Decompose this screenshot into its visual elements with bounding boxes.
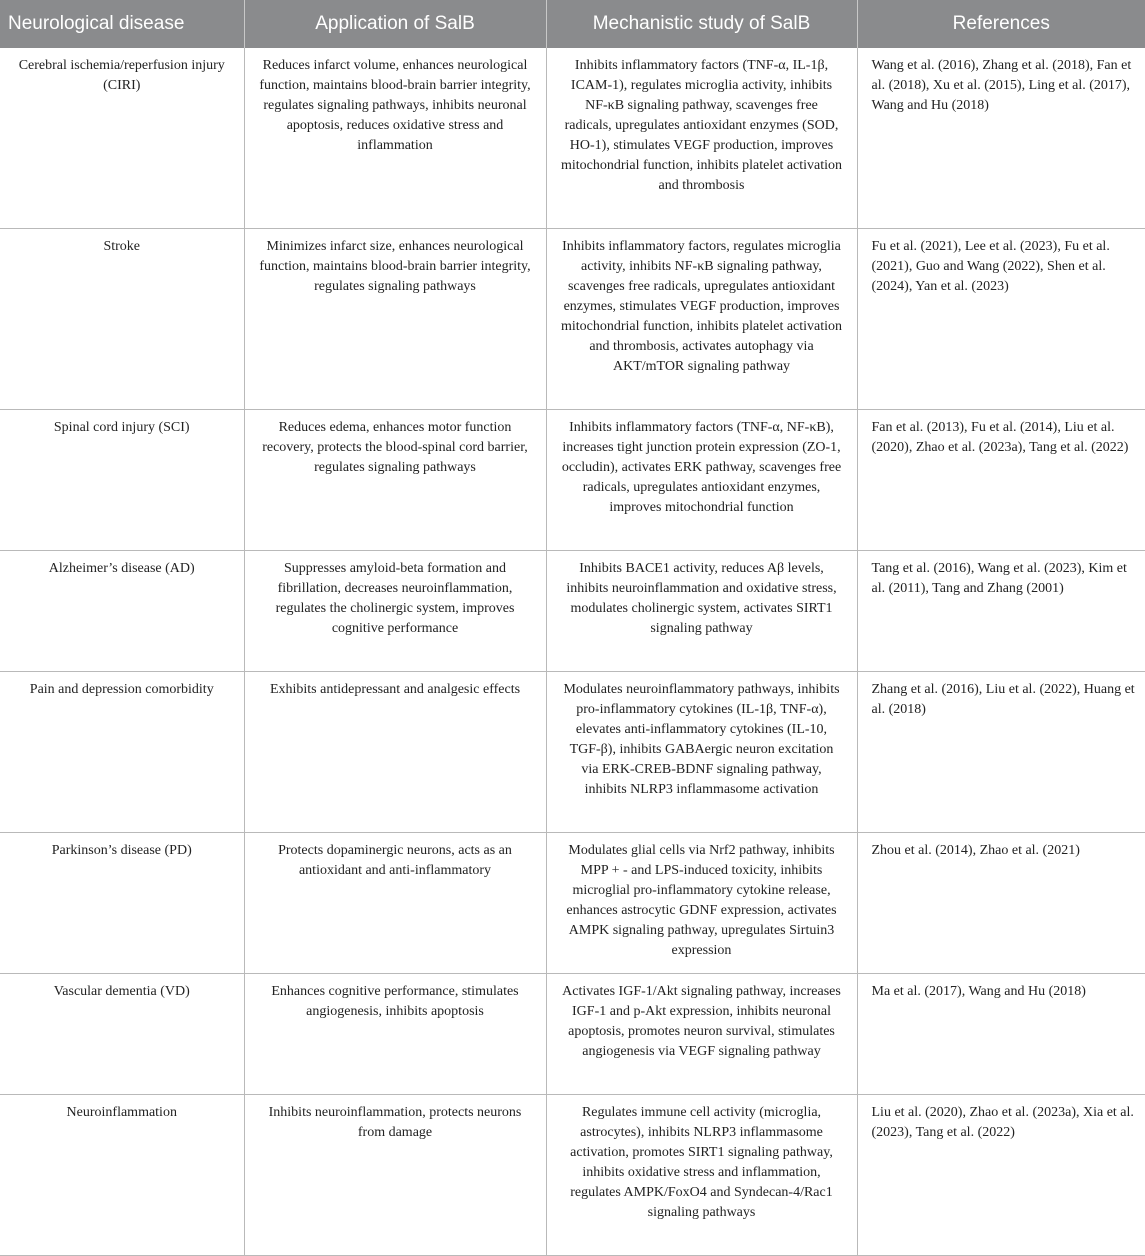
header-application: Application of SalB (244, 0, 546, 48)
application-cell: Suppresses amyloid-beta formation and fibrillation, decreases neuroinflammation, regulates the cholinergic system, improves cognitive performance (244, 551, 546, 672)
disease-cell: Parkinson’s disease (PD) (0, 833, 244, 974)
header-neurological-disease: Neurological disease (0, 0, 244, 48)
disease-cell: Neuroinflammation (0, 1095, 244, 1256)
disease-cell: Alzheimer’s disease (AD) (0, 551, 244, 672)
application-cell: Exhibits antidepressant and analgesic effects (244, 672, 546, 833)
mechanism-cell: Inhibits inflammatory factors, regulates microglia activity, inhibits NF-κB signaling pathway, scavenges free radicals, upregulates antioxidant enzymes, stimulates VEGF production, improves mitochondrial function, inhibits platelet activation and thrombosis, activates autophagy via AKT/mTOR signaling pathway (546, 229, 857, 410)
header-references: References (857, 0, 1145, 48)
references-cell: Zhou et al. (2014), Zhao et al. (2021) (857, 833, 1145, 974)
table-row (0, 229, 1145, 410)
mechanism-cell: Inhibits inflammatory factors (TNF-α, NF-κB), increases tight junction protein expression (ZO-1, occludin), activates ERK pathway, scavenges free radicals, upregulates antioxidant enzymes, improves mitochondrial function (546, 410, 857, 551)
mechanism-cell: Regulates immune cell activity (microglia, astrocytes), inhibits NLRP3 inflammasome activation, promotes SIRT1 signaling pathway, inhibits oxidative stress and inflammation, regulates AMPK/FoxO4 and Syndecan-4/Rac1 signaling pathways (546, 1095, 857, 1256)
application-cell: Minimizes infarct size, enhances neurological function, maintains blood-brain barrier integrity, regulates signaling pathways (244, 229, 546, 410)
disease-cell: Cerebral ischemia/reperfusion injury (CIRI) (0, 48, 244, 229)
application-cell: Enhances cognitive performance, stimulates angiogenesis, inhibits apoptosis (244, 974, 546, 1095)
references-cell: Fu et al. (2021), Lee et al. (2023), Fu et al. (2021), Guo and Wang (2022), Shen et al. (2024), Yan et al. (2023) (857, 229, 1145, 410)
disease-cell: Pain and depression comorbidity (0, 672, 244, 833)
references-cell: Zhang et al. (2016), Liu et al. (2022), Huang et al. (2018) (857, 672, 1145, 833)
table-row (0, 833, 1145, 974)
mechanism-cell: Inhibits BACE1 activity, reduces Aβ levels, inhibits neuroinflammation and oxidative stress, modulates cholinergic system, activates SIRT1 signaling pathway (546, 551, 857, 672)
mechanism-cell: Modulates neuroinflammatory pathways, inhibits pro-inflammatory cytokines (IL-1β, TNF-α), elevates anti-inflammatory cytokines (IL-10, TGF-β), inhibits GABAergic neuron excitation via ERK-CREB-BDNF signaling pathway, inhibits NLRP3 inflammasome activation (546, 672, 857, 833)
application-cell: Inhibits neuroinflammation, protects neurons from damage (244, 1095, 546, 1256)
disease-cell: Vascular dementia (VD) (0, 974, 244, 1095)
disease-cell: Stroke (0, 229, 244, 410)
references-cell: Liu et al. (2020), Zhao et al. (2023a), Xia et al. (2023), Tang et al. (2022) (857, 1095, 1145, 1256)
references-cell: Tang et al. (2016), Wang et al. (2023), Kim et al. (2011), Tang and Zhang (2001) (857, 551, 1145, 672)
references-cell: Wang et al. (2016), Zhang et al. (2018), Fan et al. (2018), Xu et al. (2015), Ling et al. (2017), Wang and Hu (2018) (857, 48, 1145, 229)
application-cell: Reduces edema, enhances motor function recovery, protects the blood-spinal cord barrier, regulates signaling pathways (244, 410, 546, 551)
mechanism-cell: Modulates glial cells via Nrf2 pathway, inhibits MPP + - and LPS-induced toxicity, inhibits microglial pro-inflammatory cytokine release, enhances astrocytic GDNF expression, activates AMPK signaling pathway, upregulates Sirtuin3 expression (546, 833, 857, 974)
table-row (0, 551, 1145, 672)
application-cell: Reduces infarct volume, enhances neurological function, maintains blood-brain barrier integrity, regulates signaling pathways, inhibits neuronal apoptosis, reduces oxidative stress and inflammation (244, 48, 546, 229)
header-row (0, 0, 1145, 48)
references-cell: Fan et al. (2013), Fu et al. (2014), Liu et al. (2020), Zhao et al. (2023a), Tang et al. (2022) (857, 410, 1145, 551)
references-cell: Ma et al. (2017), Wang and Hu (2018) (857, 974, 1145, 1095)
table-row (0, 48, 1145, 229)
disease-cell: Spinal cord injury (SCI) (0, 410, 244, 551)
table-row (0, 410, 1145, 551)
mechanism-cell: Activates IGF-1/Akt signaling pathway, increases IGF-1 and p-Akt expression, inhibits neuronal apoptosis, promotes neuron survival, stimulates angiogenesis via VEGF signaling pathway (546, 974, 857, 1095)
mechanism-cell: Inhibits inflammatory factors (TNF-α, IL-1β, ICAM-1), regulates microglia activity, inhibits NF-κB signaling pathway, scavenges free radicals, upregulates antioxidant enzymes (SOD, HO-1), stimulates VEGF production, improves mitochondrial function, inhibits platelet activation and thrombosis (546, 48, 857, 229)
table-row (0, 1095, 1145, 1256)
application-cell: Protects dopaminergic neurons, acts as an antioxidant and anti-inflammatory (244, 833, 546, 974)
header-mechanistic-study: Mechanistic study of SalB (546, 0, 857, 48)
table-row (0, 974, 1145, 1095)
table-row (0, 672, 1145, 833)
